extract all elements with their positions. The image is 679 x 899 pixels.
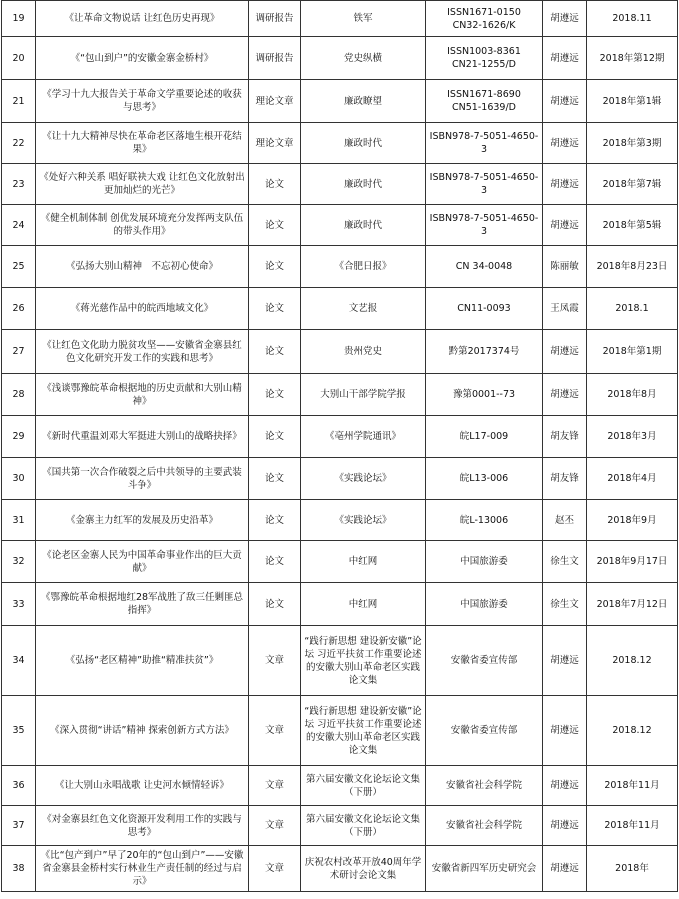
row-number: 29 bbox=[2, 416, 36, 458]
publication-title: 《深入贯彻“讲话”精神 探索创新方式方法》 bbox=[36, 696, 249, 766]
row-number: 34 bbox=[2, 626, 36, 696]
row-number: 33 bbox=[2, 583, 36, 626]
issn-code: 中国旅游委 bbox=[426, 583, 543, 626]
article-type: 调研报告 bbox=[249, 37, 301, 80]
publish-date: 2018年第7辑 bbox=[587, 164, 678, 205]
publication-venue: 庆祝农村改革开放40周年学术研讨会论文集 bbox=[301, 846, 426, 892]
article-type: 论文 bbox=[249, 164, 301, 205]
author-name: 胡遵远 bbox=[543, 374, 587, 416]
author-name: 徐生文 bbox=[543, 541, 587, 583]
publish-date: 2018年9月17日 bbox=[587, 541, 678, 583]
publication-venue: 廉政瞭望 bbox=[301, 80, 426, 123]
row-number: 35 bbox=[2, 696, 36, 766]
publication-title: 《蒋光慈作品中的皖西地域文化》 bbox=[36, 288, 249, 330]
article-type: 论文 bbox=[249, 246, 301, 288]
issn-code: 皖L17-009 bbox=[426, 416, 543, 458]
publication-title: 《健全机制体制 创优发展环境充分发挥两支队伍的带头作用》 bbox=[36, 205, 249, 246]
author-name: 胡遵远 bbox=[543, 806, 587, 846]
issn-code: ISSN1671-0150 CN32-1626/K bbox=[426, 1, 543, 37]
article-type: 论文 bbox=[249, 458, 301, 500]
row-number: 25 bbox=[2, 246, 36, 288]
publish-date: 2018.11 bbox=[587, 1, 678, 37]
table-row bbox=[2, 806, 678, 846]
article-type: 文章 bbox=[249, 696, 301, 766]
row-number: 20 bbox=[2, 37, 36, 80]
table-row bbox=[2, 583, 678, 626]
issn-code: 黔第2017374号 bbox=[426, 330, 543, 374]
author-name: 胡友锋 bbox=[543, 458, 587, 500]
publish-date: 2018年第3期 bbox=[587, 123, 678, 164]
issn-code: ISSN1003-8361 CN21-1255/D bbox=[426, 37, 543, 80]
article-type: 调研报告 bbox=[249, 1, 301, 37]
publication-venue: 廉政时代 bbox=[301, 123, 426, 164]
table-row bbox=[2, 80, 678, 123]
publication-title: 《对金寨县红色文化资源开发利用工作的实践与思考》 bbox=[36, 806, 249, 846]
publication-title: 《学习十九大报告关于革命文学重要论述的收获与思考》 bbox=[36, 80, 249, 123]
author-name: 胡遵远 bbox=[543, 846, 587, 892]
author-name: 胡遵远 bbox=[543, 80, 587, 123]
issn-code: ISBN978-7-5051-4650-3 bbox=[426, 164, 543, 205]
row-number: 22 bbox=[2, 123, 36, 164]
publication-venue: 《实践论坛》 bbox=[301, 500, 426, 541]
article-type: 文章 bbox=[249, 846, 301, 892]
table-row bbox=[2, 37, 678, 80]
publish-date: 2018年第12期 bbox=[587, 37, 678, 80]
publications-table bbox=[1, 0, 678, 892]
table-row bbox=[2, 458, 678, 500]
issn-code: CN11-0093 bbox=[426, 288, 543, 330]
publish-date: 2018年 bbox=[587, 846, 678, 892]
publish-date: 2018.12 bbox=[587, 626, 678, 696]
row-number: 30 bbox=[2, 458, 36, 500]
author-name: 胡遵远 bbox=[543, 37, 587, 80]
author-name: 胡遵远 bbox=[543, 766, 587, 806]
row-number: 37 bbox=[2, 806, 36, 846]
article-type: 理论文章 bbox=[249, 80, 301, 123]
publication-venue: 铁军 bbox=[301, 1, 426, 37]
table-row bbox=[2, 416, 678, 458]
author-name: 陈丽敏 bbox=[543, 246, 587, 288]
article-type: 文章 bbox=[249, 806, 301, 846]
publication-title: 《新时代重温刘邓大军挺进大别山的战略抉择》 bbox=[36, 416, 249, 458]
article-type: 文章 bbox=[249, 626, 301, 696]
publish-date: 2018年第5辑 bbox=[587, 205, 678, 246]
publication-title: 《弘扬大别山精神 不忘初心使命》 bbox=[36, 246, 249, 288]
publication-venue: 中红网 bbox=[301, 583, 426, 626]
article-type: 论文 bbox=[249, 583, 301, 626]
author-name: 徐生文 bbox=[543, 583, 587, 626]
issn-code: 皖L13-006 bbox=[426, 458, 543, 500]
publication-title: 《弘扬“老区精神”助推“精准扶贫”》 bbox=[36, 626, 249, 696]
author-name: 胡遵远 bbox=[543, 123, 587, 164]
table-row bbox=[2, 246, 678, 288]
publication-title: 《处好六种关系 唱好联袂大戏 让红色文化放射出更加灿烂的光芒》 bbox=[36, 164, 249, 205]
issn-code: 中国旅游委 bbox=[426, 541, 543, 583]
publications-table-body bbox=[2, 1, 678, 892]
publication-venue: 《合肥日报》 bbox=[301, 246, 426, 288]
publish-date: 2018年7月12日 bbox=[587, 583, 678, 626]
publication-venue: 第六届安徽文化论坛论文集（下册） bbox=[301, 766, 426, 806]
publication-venue: “践行新思想 建设新安徽”论坛 习近平扶贫工作重要论述的安徽大别山革命老区实践论文集 bbox=[301, 626, 426, 696]
publication-title: 《让十九大精神尽快在革命老区落地生根开花结果》 bbox=[36, 123, 249, 164]
publication-title: 《金寨主力红军的发展及历史沿革》 bbox=[36, 500, 249, 541]
issn-code: 安徽省委宣传部 bbox=[426, 696, 543, 766]
table-row bbox=[2, 288, 678, 330]
table-row bbox=[2, 500, 678, 541]
publication-venue: 《实践论坛》 bbox=[301, 458, 426, 500]
issn-code: 安徽省委宣传部 bbox=[426, 626, 543, 696]
table-row bbox=[2, 696, 678, 766]
publication-venue: 廉政时代 bbox=[301, 205, 426, 246]
issn-code: ISBN978-7-5051-4650-3 bbox=[426, 123, 543, 164]
publication-title: 《论老区金寨人民为中国革命事业作出的巨大贡献》 bbox=[36, 541, 249, 583]
table-row bbox=[2, 1, 678, 37]
issn-code: CN 34-0048 bbox=[426, 246, 543, 288]
publication-title: 《让红色文化助力脱贫攻坚——安徽省金寨县红色文化研究开发工作的实践和思考》 bbox=[36, 330, 249, 374]
issn-code: 皖L-13006 bbox=[426, 500, 543, 541]
row-number: 36 bbox=[2, 766, 36, 806]
row-number: 23 bbox=[2, 164, 36, 205]
publication-venue: 中红网 bbox=[301, 541, 426, 583]
publication-title: 《“包山到户”的安徽金寨金桥村》 bbox=[36, 37, 249, 80]
author-name: 胡遵远 bbox=[543, 164, 587, 205]
publish-date: 2018年4月 bbox=[587, 458, 678, 500]
publish-date: 2018年8月23日 bbox=[587, 246, 678, 288]
author-name: 胡遵远 bbox=[543, 205, 587, 246]
publication-title: 《鄂豫皖革命根据地红28军战胜了敌三任剿匪总指挥》 bbox=[36, 583, 249, 626]
publication-venue: 第六届安徽文化论坛论文集（下册） bbox=[301, 806, 426, 846]
publication-title: 《让大别山永唱战歌 让史河水倾情轻诉》 bbox=[36, 766, 249, 806]
publish-date: 2018年11月 bbox=[587, 766, 678, 806]
publication-title: 《国共第一次合作破裂之后中共领导的主要武装斗争》 bbox=[36, 458, 249, 500]
row-number: 26 bbox=[2, 288, 36, 330]
table-row bbox=[2, 374, 678, 416]
article-type: 论文 bbox=[249, 541, 301, 583]
author-name: 胡遵远 bbox=[543, 330, 587, 374]
publication-title: 《比“包产到户”早了20年的“包山到户”——安徽省金寨县金桥村实行林业生产责任制的经过与启示》 bbox=[36, 846, 249, 892]
publication-venue: 大别山干部学院学报 bbox=[301, 374, 426, 416]
row-number: 38 bbox=[2, 846, 36, 892]
row-number: 27 bbox=[2, 330, 36, 374]
table-row bbox=[2, 626, 678, 696]
publication-title: 《让革命文物说话 让红色历史再现》 bbox=[36, 1, 249, 37]
publication-venue: 贵州党史 bbox=[301, 330, 426, 374]
table-row bbox=[2, 541, 678, 583]
article-type: 理论文章 bbox=[249, 123, 301, 164]
publication-venue: 文艺报 bbox=[301, 288, 426, 330]
publish-date: 2018.12 bbox=[587, 696, 678, 766]
row-number: 32 bbox=[2, 541, 36, 583]
author-name: 胡遵远 bbox=[543, 696, 587, 766]
publication-title: 《浅谈鄂豫皖革命根据地的历史贡献和大别山精神》 bbox=[36, 374, 249, 416]
table-row bbox=[2, 205, 678, 246]
issn-code: ISBN978-7-5051-4650-3 bbox=[426, 205, 543, 246]
table-row bbox=[2, 123, 678, 164]
row-number: 31 bbox=[2, 500, 36, 541]
author-name: 胡遵远 bbox=[543, 626, 587, 696]
row-number: 19 bbox=[2, 1, 36, 37]
article-type: 论文 bbox=[249, 330, 301, 374]
article-type: 文章 bbox=[249, 766, 301, 806]
author-name: 胡友锋 bbox=[543, 416, 587, 458]
table-row bbox=[2, 846, 678, 892]
article-type: 论文 bbox=[249, 374, 301, 416]
table-row bbox=[2, 164, 678, 205]
article-type: 论文 bbox=[249, 288, 301, 330]
table-row bbox=[2, 766, 678, 806]
publish-date: 2018年8月 bbox=[587, 374, 678, 416]
row-number: 28 bbox=[2, 374, 36, 416]
issn-code: 豫第0001--73 bbox=[426, 374, 543, 416]
row-number: 24 bbox=[2, 205, 36, 246]
row-number: 21 bbox=[2, 80, 36, 123]
publish-date: 2018年第1期 bbox=[587, 330, 678, 374]
article-type: 论文 bbox=[249, 205, 301, 246]
publication-venue: 党史纵横 bbox=[301, 37, 426, 80]
publish-date: 2018.1 bbox=[587, 288, 678, 330]
publication-venue: “践行新思想 建设新安徽”论坛 习近平扶贫工作重要论述的安徽大别山革命老区实践论文集 bbox=[301, 696, 426, 766]
publish-date: 2018年3月 bbox=[587, 416, 678, 458]
article-type: 论文 bbox=[249, 500, 301, 541]
table-row bbox=[2, 330, 678, 374]
publish-date: 2018年第1辑 bbox=[587, 80, 678, 123]
publish-date: 2018年9月 bbox=[587, 500, 678, 541]
publication-venue: 《亳州学院通讯》 bbox=[301, 416, 426, 458]
publication-venue: 廉政时代 bbox=[301, 164, 426, 205]
author-name: 胡遵远 bbox=[543, 1, 587, 37]
issn-code: 安徽省社会科学院 bbox=[426, 766, 543, 806]
author-name: 王凤霞 bbox=[543, 288, 587, 330]
publish-date: 2018年11月 bbox=[587, 806, 678, 846]
issn-code: ISSN1671-8690 CN51-1639/D bbox=[426, 80, 543, 123]
issn-code: 安徽省社会科学院 bbox=[426, 806, 543, 846]
issn-code: 安徽省新四军历史研究会 bbox=[426, 846, 543, 892]
article-type: 论文 bbox=[249, 416, 301, 458]
author-name: 赵丕 bbox=[543, 500, 587, 541]
